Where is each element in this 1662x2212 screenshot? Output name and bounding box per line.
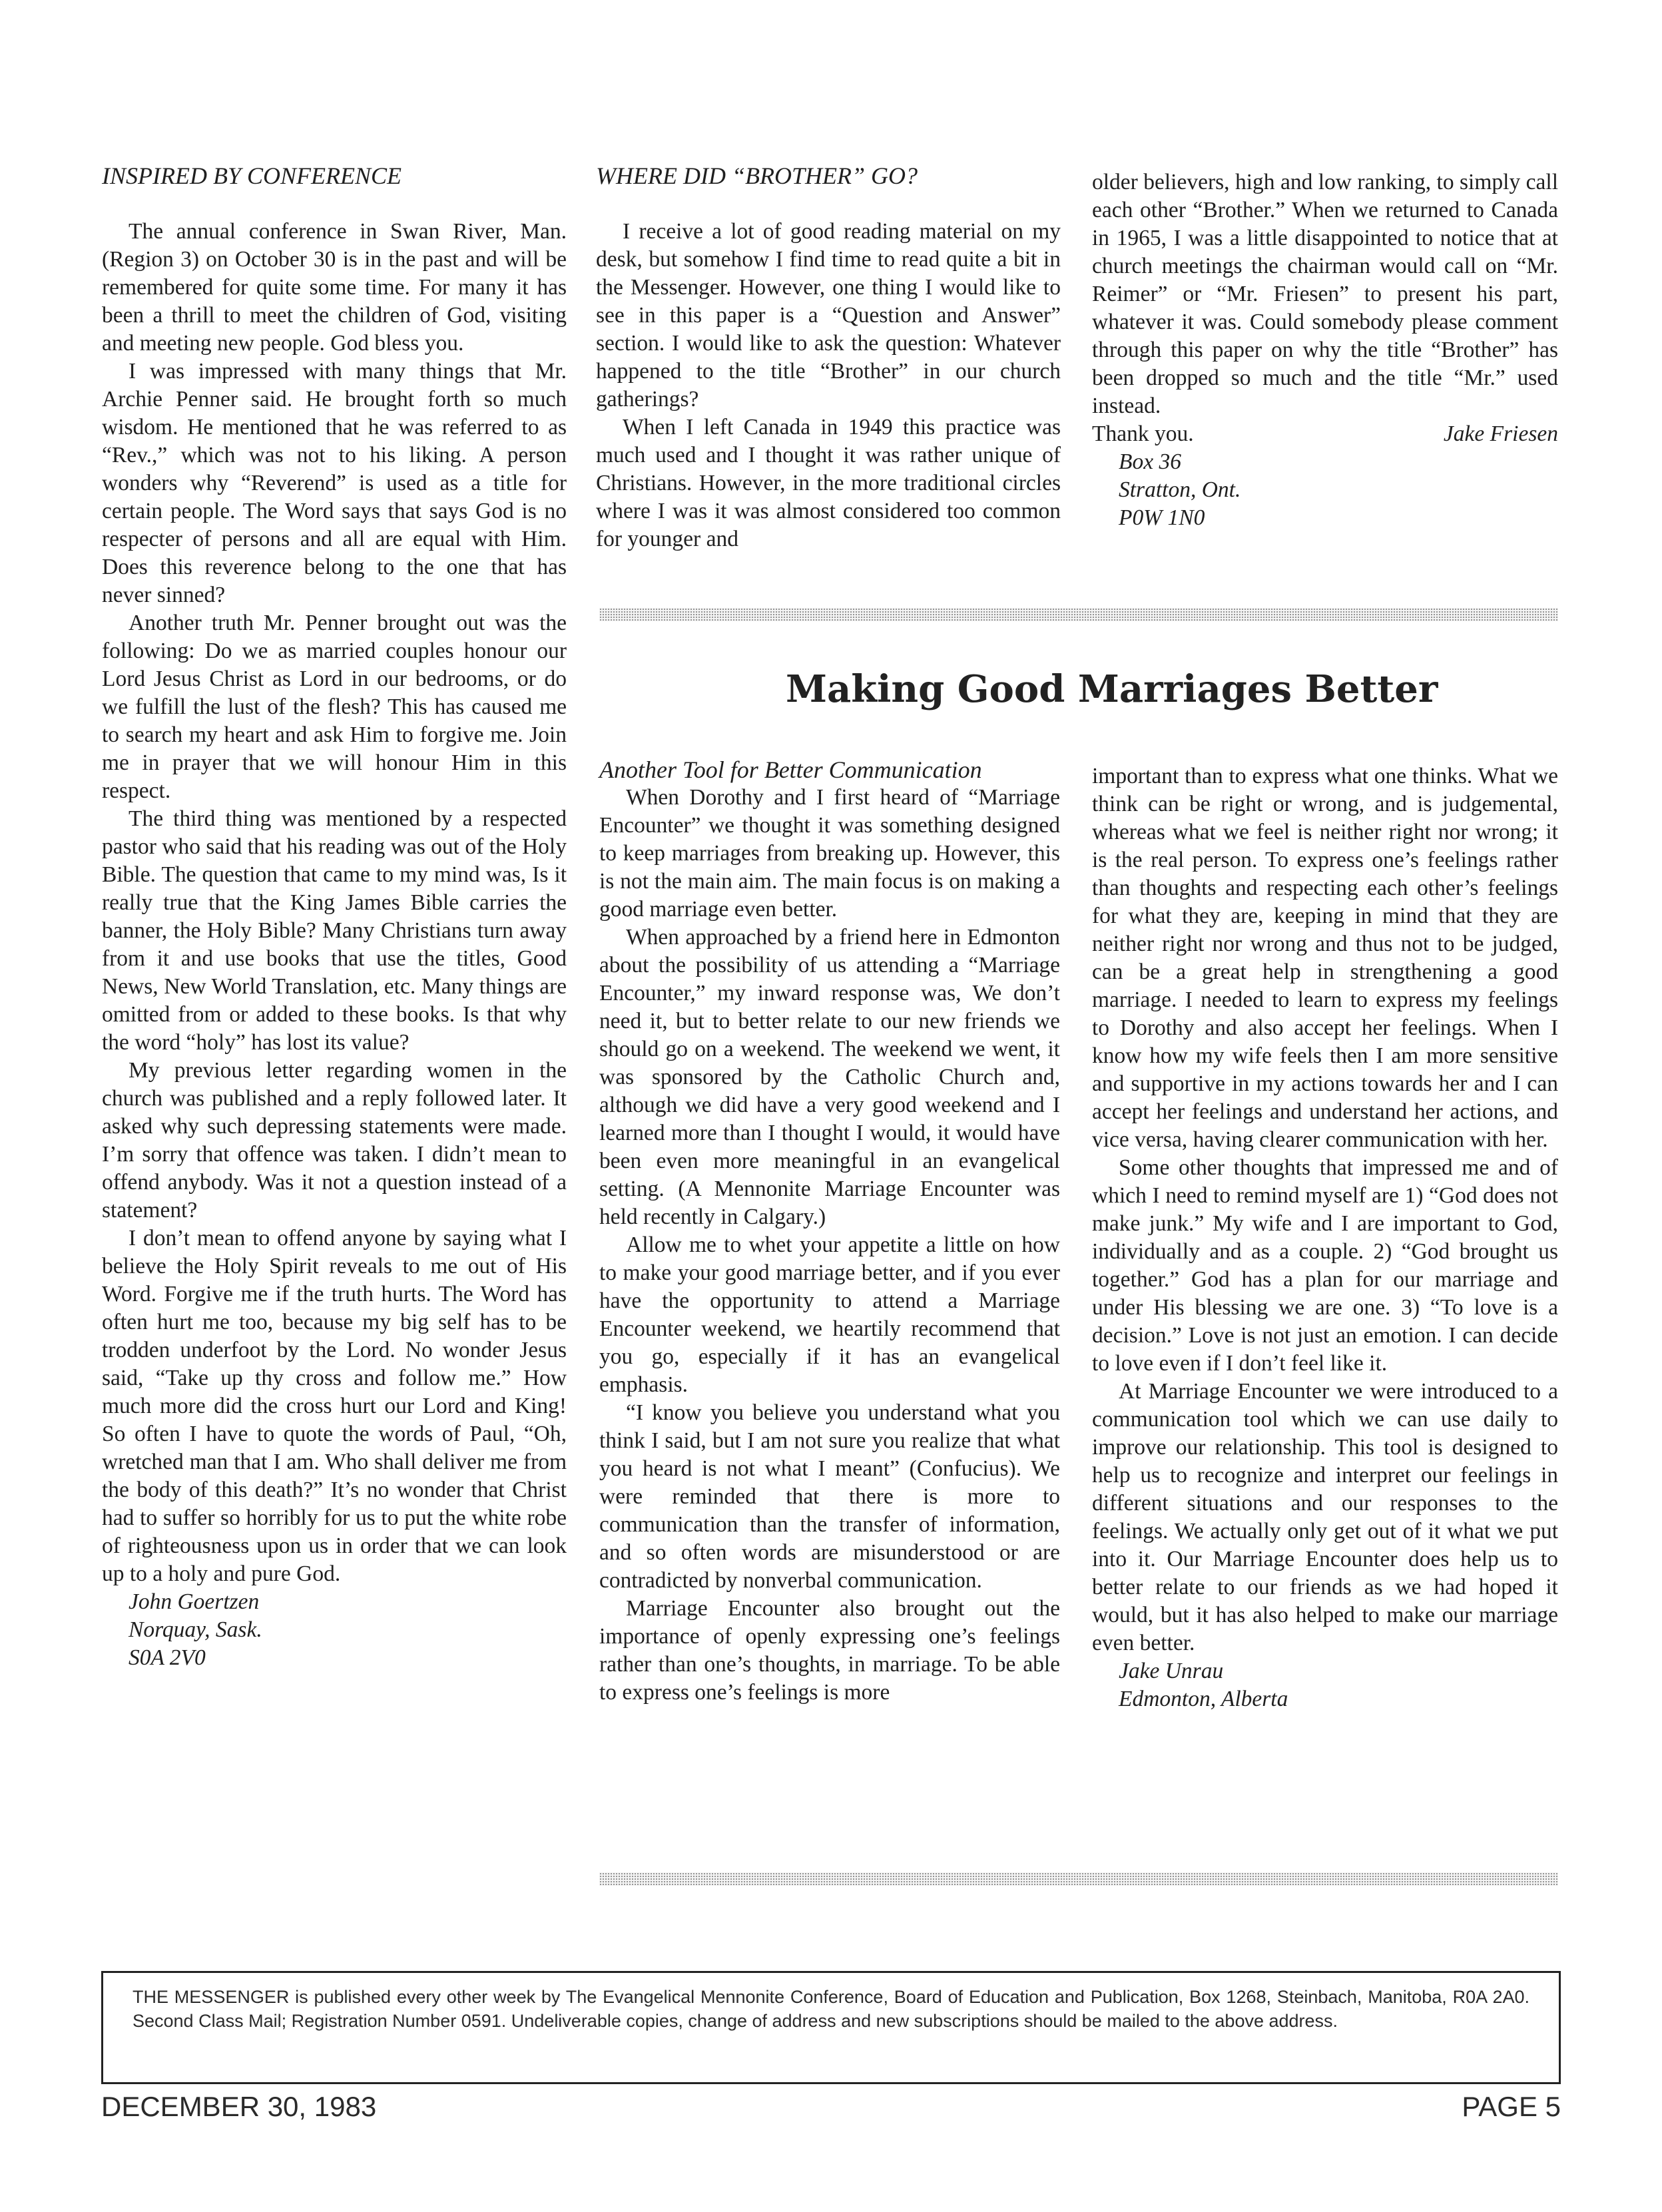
signature-name: Jake Friesen [1443,421,1558,446]
signature-box: Box 36 [1119,449,1181,474]
paragraph: When Dorothy and I first heard of “Marriage Encounter” we thought it was something designed to keep marriages from breaking up. However, this is not the main aim. The main focus is on making a good marriage even better. [599,785,1060,922]
feature-title: Making Good Marriages Better [786,667,1438,711]
paragraph: older believers, high and low ranking, to simply call each other “Brother.” When we returned to Canada in 1965, I was a little disappointed to notice that at church meetings the chairman would call on “Mr. Reimer” or “Mr. Friesen” to present his part, whatever it was. Could somebody please comment through this paper on why the title “Brother” has been dropped so much and the title “Mr.” used instead. [1092,170,1558,418]
paragraph: important than to express what one thinks. What we think can be right or wrong, and is judgemental, whereas what we feel is neither right nor wrong; it is the real person. To express one’s feelings rather than thoughts and respecting each other’s feelings for what they are, keeping in mind that they are neither right nor wrong and thus not to be judged, can be a great help in strengthening a good marriage. I needed to learn to express my feelings to Dorothy and also accept her feelings. When I know how my wife feels then I am more sensitive and supportive in my actions towards her and I can accept her feelings and understand her actions, and vice versa, having clearer communication with her. [1092,764,1558,1152]
feature-column-1 [599,756,1060,1707]
left-column [102,162,567,1672]
paragraph: The annual conference in Swan River, Man. (Region 3) on October 30 is in the past and will be remembered for quite some time. For many it has been a thrill to meet the children of God, visiting and meeting new people. God bless you. [102,219,567,356]
paragraph: I don’t mean to offend anyone by saying what I believe the Holy Spirit reveals to me out of His Word. Forgive me if the truth hurts. The Word has often hurt me too, because my big self has to be trodden underfoot by the Lord. No wonder Jesus said, “Take up thy cross and follow me.” How much more did the cross hurt our Lord and King! So often I have to quote the words of Paul, “Oh, wretched man that I am. Who shall deliver me from the body of this death?” It’s no wonder that Christ had to suffer so horribly for us to put the white robe of righteousness upon us in order that we can look up to a holy and pure God. [102,1226,567,1586]
paragraph: Some other thoughts that impressed me and of which I need to remind myself are 1) “God does not make junk.” My wife and I are important to God, individually and as a couple. 2) “God brought us together.” God has a plan for our marriage and under His blessing we are one. 3) “To love is a decision.” Love is not just an emotion. I can decide to love even if I don’t feel like it. [1092,1155,1558,1376]
paragraph: My previous letter regarding women in the church was published and a reply followed later. It asked why such depressing statements were made. I’m sorry that offence was taken. I didn’t mean to offend anybody. Was it not a question instead of a statement? [102,1058,567,1223]
paragraph: Another truth Mr. Penner brought out was the following: Do we as married couples honour our Lord Jesus Christ as Lord in our bedrooms, or do we fulfill the lust of the flesh? This has caused me to search my heart and ask Him to forgive me. Join me in prayer that we will honour Him in this respect. [102,611,567,803]
dotted-divider [599,608,1558,621]
signature-postal: S0A 2V0 [129,1645,206,1670]
signature-postal: P0W 1N0 [1119,505,1205,530]
paragraph: Allow me to whet your appetite a little on how to make your good marriage better, and if you ever have the opportunity to attend a Marriage Encounter weekend, we heartily recommend that you go, especially if it has an evangelical emphasis. [599,1233,1060,1397]
closing: Thank you. [1092,421,1194,446]
inspired-heading: INSPIRED BY CONFERENCE [102,162,402,189]
paragraph: “I know you believe you understand what you think I said, but I am not sure you realize that what you heard is not what I meant” (Confucius). We were reminded that there is more to communication than the transfer of information, and so often words are misunderstood or are contradicted by nonverbal communication. [599,1400,1060,1593]
signature-place: Edmonton, Alberta [1119,1687,1288,1711]
paragraph: The third thing was mentioned by a respected pastor who said that his reading was out of the Holy Bible. The question that came to my mind was, Is it really true that the King James Bible carries the banner, the Holy Bible? Many Christians turn away from it and use books that use the titles, Good News, New World Translation, etc. Many things are omitted from or added to these books. Is that why the word “holy” has lost its value? [102,806,567,1055]
signature-name: John Goertzen [129,1589,260,1614]
publication-notice: THE MESSENGER is published every other week by The Evangelical Mennonite Conference, Board of Education and Publication, Box 1268, Steinbach, Manitoba, R0A 2A0. Second Class Mail; Registration Number 0591. Undeliverable copies, change of address and new subscriptions should be mailed to the above address. [101,1971,1561,2084]
middle-top-column [596,162,1061,553]
dotted-divider [599,1872,1558,1886]
paragraph: Marriage Encounter also brought out the importance of openly expressing one’s feelings rather than one’s thoughts, in marriage. To be able to express one’s feelings is more [599,1596,1060,1705]
paragraph: When I left Canada in 1949 this practice was much used and I thought it was rather unique of Christians. However, in the more traditional circles where I was it was almost considered too common for younger and [596,415,1061,551]
paragraph: At Marriage Encounter we were introduced to a communication tool which we can use daily to improve our relationship. This tool is designed to help us to recognize and interpret our feelings in different situations and our responses to the feelings. We actually only get out of it what we put into it. Our Marriage Encounter does help us to better relate to our friends as we had hoped it would, but it has also helped to make our marriage even better. [1092,1379,1558,1655]
signature-place: Norquay, Sask. [129,1617,262,1642]
right-top-column [1092,168,1558,532]
brother-heading: WHERE DID “BROTHER” GO? [596,162,918,189]
paragraph: I was impressed with many things that Mr. Archie Penner said. He brought forth so much wisdom. He mentioned that he was referred to as “Rev.,” which was not to his liking. A person wonders why “Reverend” is used as a title for certain people. The Word says that says God is no respecter of persons and all are equal with Him. Does this reverence belong to the one that has never sinned? [102,359,567,607]
issue-date: DECEMBER 30, 1983 [101,2091,377,2122]
feature-column-2 [1092,762,1558,1713]
paragraph: I receive a lot of good reading material on my desk, but somehow I find time to read quite a bit in the Messenger. However, one thing I would like to see in this paper is a “Question and Answer” section. I would like to ask the question: Whatever happened to the title “Brother” in our church gatherings? [596,219,1061,412]
feature-subheading: Another Tool for Better Communication [599,756,982,783]
page-number: PAGE 5 [1462,2091,1561,2122]
signature-place: Stratton, Ont. [1119,477,1241,502]
closing-line [1092,420,1558,448]
signature-name: Jake Unrau [1119,1659,1224,1683]
paragraph: When approached by a friend here in Edmonton about the possibility of us attending a “Marriage Encounter,” my inward response was, We don’t need it, but to better relate to our new friends we should go on a weekend. The weekend we went, it was sponsored by the Catholic Church and, although we did have a very good weekend and I learned more than I thought I would, it would have been even more meaningful in an evangelical setting. (A Mennonite Marriage Encounter was held recently in Calgary.) [599,925,1060,1229]
